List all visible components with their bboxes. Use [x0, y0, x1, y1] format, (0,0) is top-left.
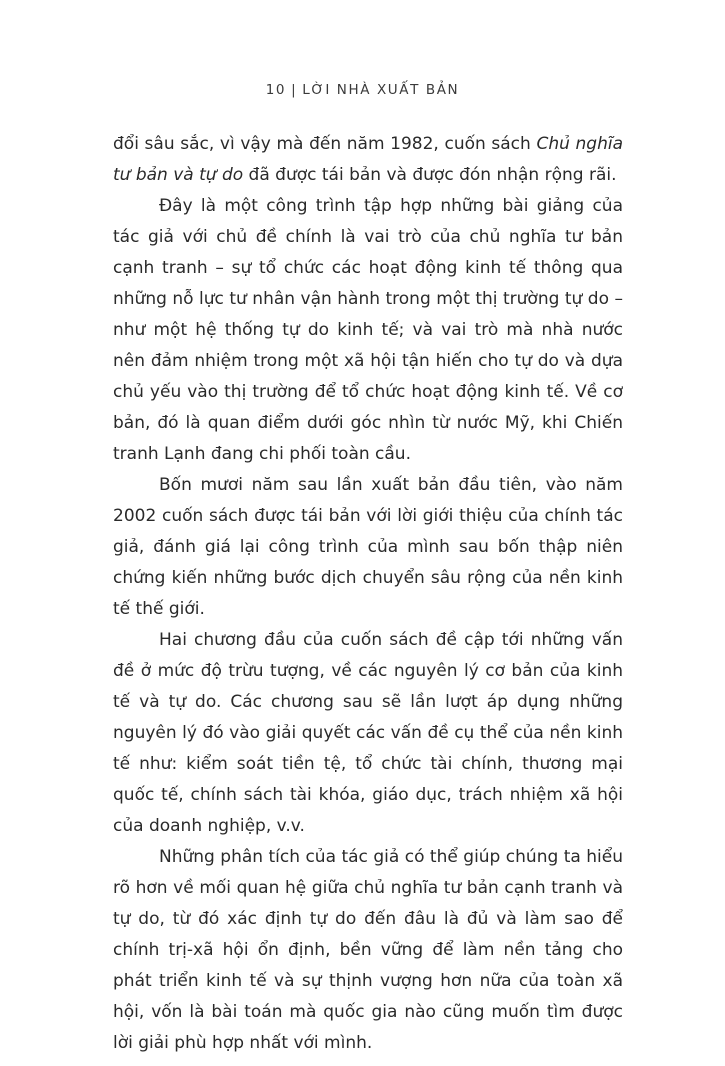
book-title-italic: Chủ nghĩa tư bản và tự do [113, 134, 623, 185]
paragraph: Hai chương đầu của cuốn sách đề cập tới những vấn đề ở mức độ trừu tượng, về các nguyên lý cơ bản của kinh tế và tự do. Các chương sau sẽ lần lượt áp dụng những nguyên lý đó vào giải quyết các vấn đề cụ thể của nền kinh tế như: kiểm soát tiền tệ, tổ chức tài chính, thương mại quốc tế, chính sách tài khóa, giáo dục, trách nhiệm xã hội của doanh nghiệp, v.v. [113, 630, 623, 836]
paragraph-text-end: đã được tái bản và được đón nhận rộng rãi. [243, 165, 617, 185]
paragraph-continued [113, 129, 623, 191]
paragraph-text-start: đổi sâu sắc, vì vậy mà đến năm 1982, cuốn sách [113, 134, 537, 154]
running-header [0, 82, 725, 98]
paragraph: Bốn mươi năm sau lần xuất bản đầu tiên, vào năm 2002 cuốn sách được tái bản với lời giới thiệu của chính tác giả, đánh giá lại công trình của mình sau bốn thập niên chứng kiến những bước dịch chuyển sâu rộng của nền kinh tế thế giới. [113, 475, 623, 619]
section-title: LỜI NHÀ XUẤT BẢN [302, 82, 460, 98]
page-number: 10 [265, 82, 287, 98]
header-separator: | [291, 82, 298, 98]
paragraph: Đây là một công trình tập hợp những bài giảng của tác giả với chủ đề chính là vai trò của chủ nghĩa tư bản cạnh tranh – sự tổ chức các hoạt động kinh tế thông qua những nỗ lực tư nhân vận hành trong một thị trường tự do – như một hệ thống tự do kinh tế; và vai trò mà nhà nước nên đảm nhiệm trong một xã hội tận hiến cho tự do và dựa chủ yếu vào thị trường để tổ chức hoạt động kinh tế. Về cơ bản, đó là quan điểm dưới góc nhìn từ nước Mỹ, khi Chiến tranh Lạnh đang chi phối toàn cầu. [113, 196, 623, 464]
body-text [113, 129, 623, 1059]
paragraph: Những phân tích của tác giả có thể giúp chúng ta hiểu rõ hơn về mối quan hệ giữa chủ nghĩa tư bản cạnh tranh và tự do, từ đó xác định tự do đến đâu là đủ và làm sao để chính trị-xã hội ổn định, bền vững để làm nền tảng cho phát triển kinh tế và sự thịnh vượng hơn nữa của toàn xã hội, vốn là bài toán mà quốc gia nào cũng muốn tìm được lời giải phù hợp nhất với mình. [113, 847, 623, 1053]
